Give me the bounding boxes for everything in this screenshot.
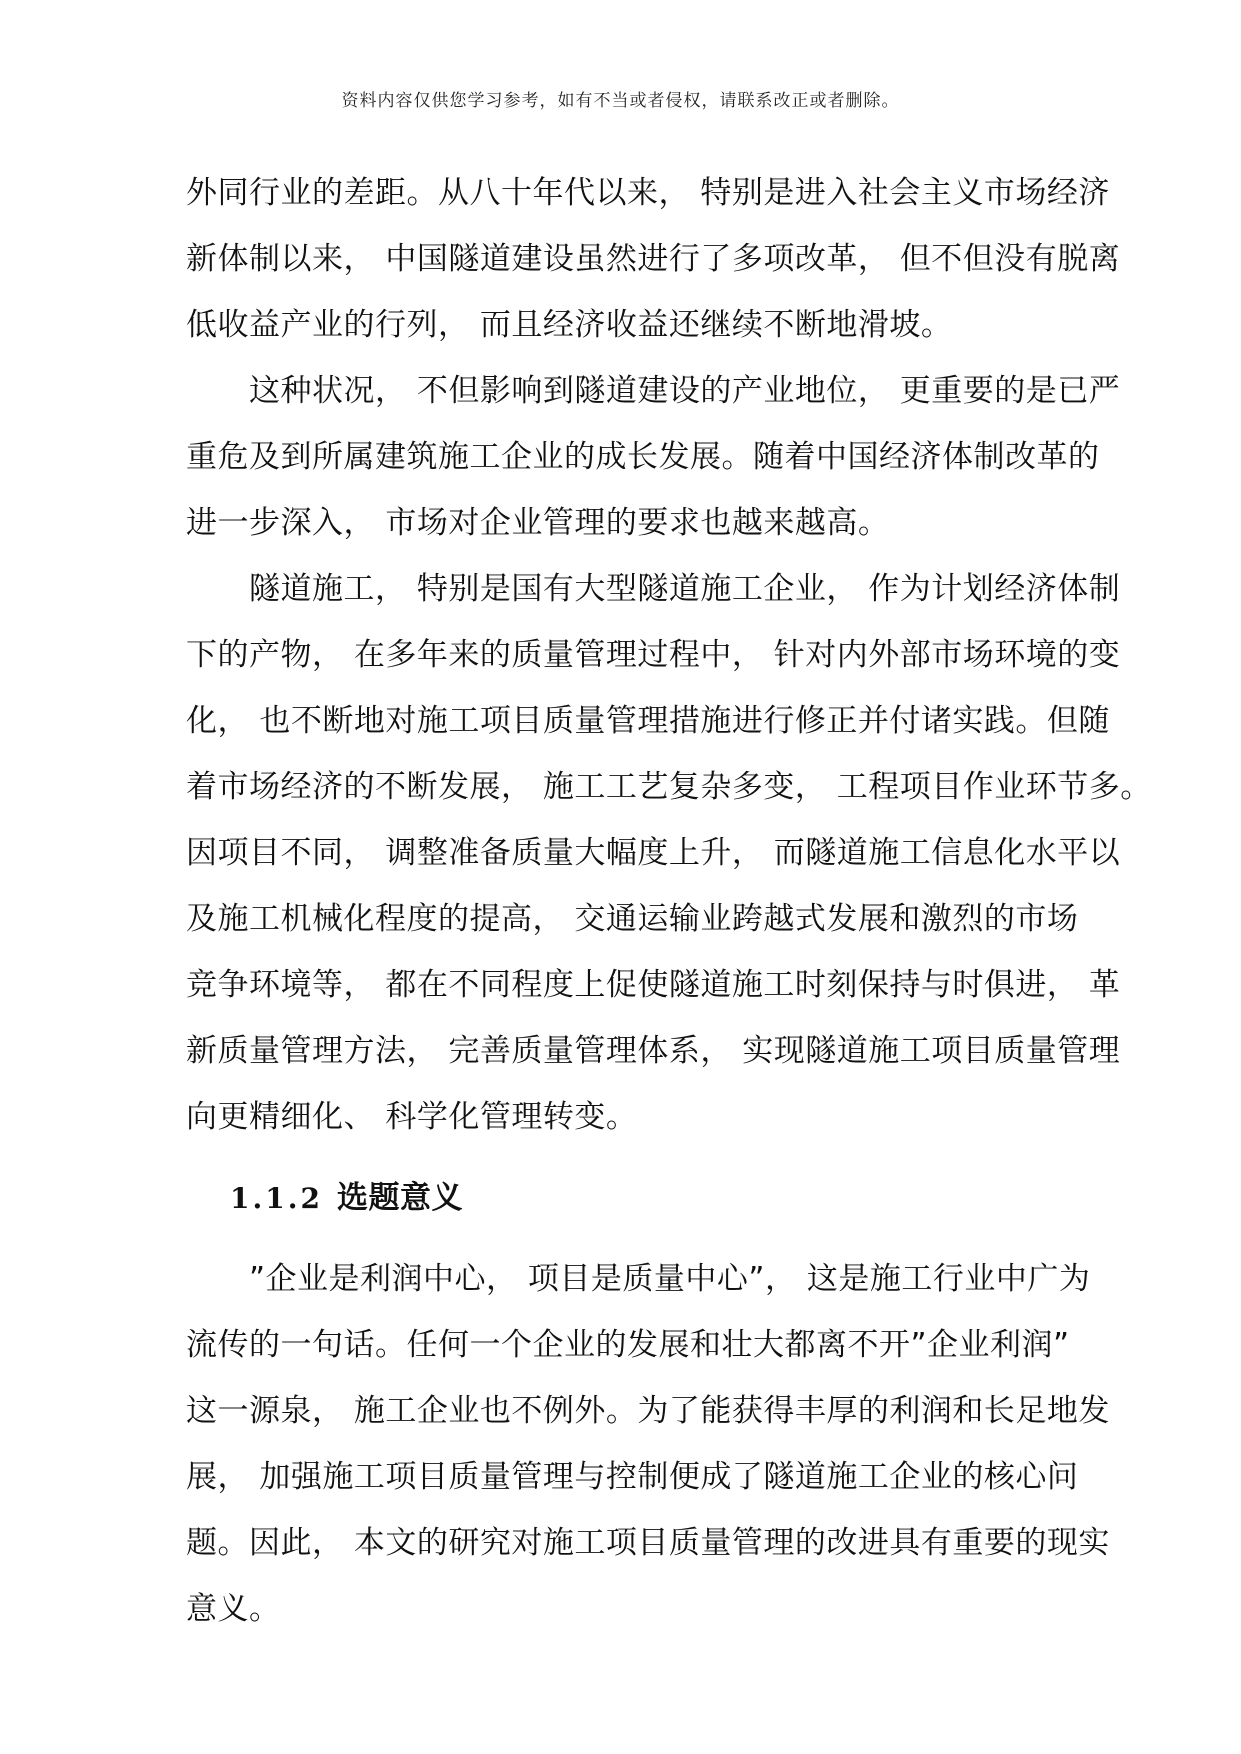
section-title: 选题意义 — [336, 1180, 463, 1216]
text-line: 着市场经济的不断发展， 施工工艺复杂多变， 工程项目作业环节多。 — [186, 769, 1152, 805]
text-line: 下的产物， 在多年来的质量管理过程中， 针对内外部市场环境的变 — [186, 637, 1121, 673]
text-line: 流传的一句话。任何一个企业的发展和壮大都离不开”企业利润” — [186, 1327, 1070, 1363]
text-line: 及施工机械化程度的提高， 交通运输业跨越式发展和激烈的市场 — [186, 901, 1079, 937]
text-line: 展， 加强施工项目质量管理与控制便成了隧道施工企业的核心问 — [186, 1459, 1079, 1495]
text-line: 重危及到所属建筑施工企业的成长发展。随着中国经济体制改革的 — [186, 439, 1100, 475]
text-line: 外同行业的差距。从八十年代以来， 特别是进入社会主义市场经济 — [186, 175, 1110, 211]
text-line: 向更精细化、 科学化管理转变。 — [186, 1099, 638, 1135]
text-line: 意义。 — [186, 1591, 281, 1627]
text-line: 新体制以来， 中国隧道建设虽然进行了多项改革， 但不但没有脱离 — [186, 241, 1121, 277]
copyright-notice: 资料内容仅供您学习参考，如有不当或者侵权，请联系改正或者删除。 — [341, 91, 900, 111]
text-line: 因项目不同， 调整准备质量大幅度上升， 而隧道施工信息化水平以 — [186, 835, 1121, 871]
text-line: 化， 也不断地对施工项目质量管理措施进行修正并付诸实践。但随 — [186, 703, 1110, 739]
section-heading — [186, 1150, 1086, 1246]
text-line: 新质量管理方法， 完善质量管理体系， 实现隧道施工项目质量管理 — [186, 1033, 1121, 1069]
body-text — [186, 160, 1152, 1642]
text-line: 这种状况， 不但影响到隧道建设的产业地位， 更重要的是已严 — [186, 373, 1121, 409]
section-number: 1.1.2 — [230, 1182, 323, 1215]
text-line: 这一源泉， 施工企业也不例外。为了能获得丰厚的利润和长足地发 — [186, 1393, 1110, 1429]
text-line: 进一步深入， 市场对企业管理的要求也越来越高。 — [186, 505, 890, 541]
text-line: 题。因此， 本文的研究对施工项目质量管理的改进具有重要的现实 — [186, 1525, 1110, 1561]
text-line: 低收益产业的行列， 而且经济收益还继续不断地滑坡。 — [186, 307, 953, 343]
text-line: ”企业是利润中心， 项目是质量中心”， 这是施工行业中广为 — [186, 1261, 1091, 1297]
text-line: 隧道施工， 特别是国有大型隧道施工企业， 作为计划经济体制 — [186, 571, 1121, 607]
text-line: 竞争环境等， 都在不同程度上促使隧道施工时刻保持与时俱进， 革 — [186, 967, 1121, 1003]
